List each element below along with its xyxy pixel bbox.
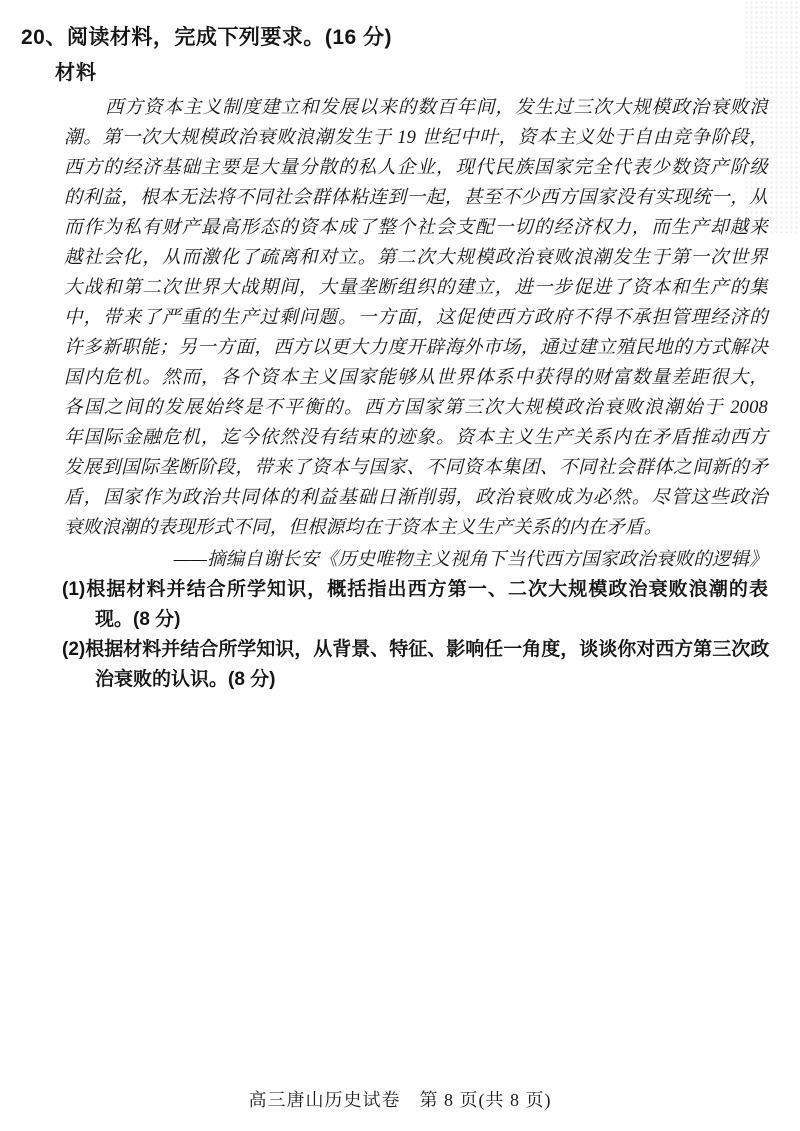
- material-paragraph: [64, 93, 768, 543]
- sub-question-1: [62, 575, 768, 635]
- material-line: 发展到国际垄断阶段，带来了资本与国家、不同资本集团、不同社会群体之间新的矛: [64, 458, 768, 478]
- material-line: 盾，国家作为政治共同体的利益基础日渐削弱，政治衰败成为必然。尽管这些政治: [64, 488, 768, 508]
- sub-question-2-line-1: (2)根据材料并结合所学知识，从背景、特征、影响任一角度，谈谈你对西方第三次政: [62, 639, 770, 660]
- sub-question-1-line-2: 现。(8 分): [95, 609, 181, 630]
- material-heading: 材料: [55, 62, 97, 84]
- sub-question-2-line-2: 治衰败的认识。(8 分): [95, 669, 276, 690]
- material-line: 各国之间的发展始终是不平衡的。西方国家第三次大规模政治衰败浪潮始于 2008: [64, 398, 768, 418]
- material-line: 国内危机。然而，各个资本主义国家能够从世界体系中获得的财富数量差距很大，: [64, 368, 768, 388]
- material-line: 而作为私有财产最高形态的资本成了整个社会支配一切的经济权力，而生产却越来: [64, 218, 768, 238]
- material-line: 年国际金融危机，迄今依然没有结束的迹象。资本主义生产关系内在矛盾推动西方: [64, 428, 768, 448]
- sub-question-1-line-1: (1)根据材料并结合所学知识，概括指出西方第一、二次大规模政治衰败浪潮的表: [62, 579, 768, 600]
- source-attribution: ——摘编自谢长安《历史唯物主义视角下当代西方国家政治衰败的逻辑》: [173, 550, 768, 570]
- material-line: 的利益，根本无法将不同社会群体粘连到一起，甚至不少西方国家没有实现统一，从: [64, 188, 768, 208]
- material-line: 许多新职能；另一方面，西方以更大力度开辟海外市场，通过建立殖民地的方式解决: [64, 338, 768, 358]
- material-line: 西方资本主义制度建立和发展以来的数百年间，发生过三次大规模政治衰败浪: [105, 98, 768, 118]
- material-line: 西方的经济基础主要是大量分散的私人企业，现代民族国家完全代表少数资产阶级: [64, 158, 768, 178]
- material-line: 衰败浪潮的表现形式不同，但根源均在于资本主义生产关系的内在矛盾。: [64, 518, 663, 538]
- material-line: 大战和第二次世界大战期间，大量垄断组织的建立，进一步促进了资本和生产的集: [64, 278, 768, 298]
- material-line: 潮。第一次大规模政治衰败浪潮发生于 19 世纪中叶，资本主义处于自由竞争阶段，: [64, 128, 768, 148]
- sub-question-2: [62, 635, 768, 695]
- question-20-header: 20、阅读材料，完成下列要求。(16 分): [21, 26, 393, 49]
- page-footer: 高三唐山历史试卷 第 8 页(共 8 页): [248, 1090, 552, 1110]
- material-line: 越社会化，从而激化了疏离和对立。第二次大规模政治衰败浪潮发生于第一次世界: [64, 248, 768, 268]
- material-line: 中，带来了严重的生产过剩问题。一方面，这促使西方政府不得不承担管理经济的: [64, 308, 768, 328]
